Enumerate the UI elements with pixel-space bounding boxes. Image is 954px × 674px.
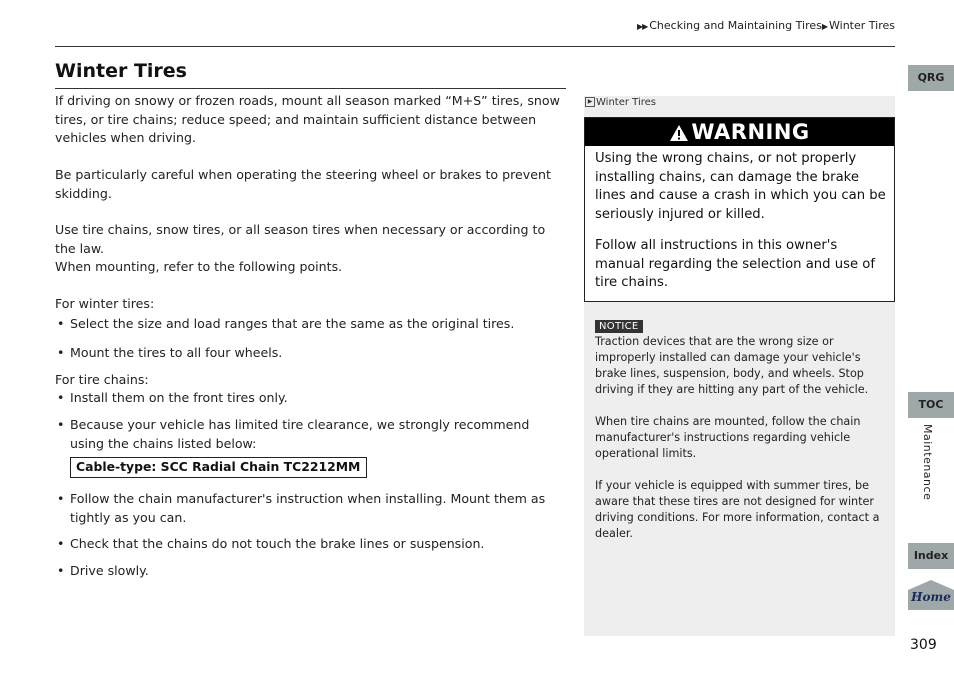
list-item: • Check that the chains do not touch the brake lines or suspension. xyxy=(55,535,567,554)
sidebar-reference-label: Winter Tires xyxy=(596,97,656,108)
list-item: • Follow the chain manufacturer's instruction when installing. Mount them as tightly as you can. xyxy=(55,490,567,527)
warning-text-1: Using the wrong chains, or not properly installing chains, can damage the brake lines and cause a crash in which you can be seriously injured or killed. xyxy=(595,151,886,222)
chapter-label: Maintenance xyxy=(921,424,934,501)
reference-icon: ▶ xyxy=(585,97,595,107)
breadcrumb-separator-icon: ▶ xyxy=(821,22,828,31)
qrg-tab[interactable]: QRG xyxy=(908,65,954,91)
notice-text-1: Traction devices that are the wrong size or improperly installed can damage your vehicle's brake lines, suspension, body, and wheels. Stop driving if they are hitting any part of the vehicle. xyxy=(595,335,869,396)
list-item: • Mount the tires to all four wheels. xyxy=(55,344,567,363)
breadcrumb-page-link[interactable]: Winter Tires xyxy=(829,19,895,32)
home-button[interactable] xyxy=(908,580,954,610)
index-tab[interactable]: Index xyxy=(908,543,954,569)
breadcrumb xyxy=(637,19,895,32)
notice-text-2: When tire chains are mounted, follow the chain manufacturer's instructions regarding vehicle operational limits. xyxy=(595,415,861,460)
notice-badge: NOTICE xyxy=(595,320,643,333)
page-number: 309 xyxy=(910,637,937,653)
warning-text-2: Follow all instructions in this owner's manual regarding the selection and use of tire chains. xyxy=(595,238,875,290)
list-item: • Because your vehicle has limited tire clearance, we strongly recommend using the chains listed below: xyxy=(55,416,567,453)
list-item: • Drive slowly. xyxy=(55,562,567,581)
intro-paragraph: If driving on snowy or frozen roads, mount all season marked “M+S” tires, snow tires, or tire chains; reduce speed; and maintain sufficient distance between vehicles when driving. xyxy=(55,93,560,145)
list-item: • Select the size and load ranges that are the same as the original tires. xyxy=(55,315,567,334)
tire-chains-heading: For tire chains: xyxy=(55,372,149,387)
law-paragraph: Use tire chains, snow tires, or all season tires when necessary or according to the law. xyxy=(55,222,546,256)
toc-tab[interactable]: TOC xyxy=(908,392,954,418)
title-divider xyxy=(55,88,566,89)
warning-box xyxy=(584,117,895,302)
warning-header xyxy=(585,118,894,146)
breadcrumb-arrows-icon: ▶▶ xyxy=(636,22,648,31)
mounting-paragraph: When mounting, refer to the following points. xyxy=(55,259,343,274)
home-icon xyxy=(908,580,954,610)
breadcrumb-section-link[interactable]: Checking and Maintaining Tires xyxy=(649,19,822,32)
notice-text-3: If your vehicle is equipped with summer tires, be aware that these tires are not designed for winter driving conditions. For more information, contact a dealer. xyxy=(595,479,880,540)
page-title: Winter Tires xyxy=(55,60,187,82)
sidebar-reference xyxy=(584,96,895,111)
header-divider xyxy=(55,46,895,47)
home-label: Home xyxy=(911,590,951,604)
warning-triangle-icon xyxy=(669,124,689,142)
skidding-paragraph: Be particularly careful when operating the steering wheel or brakes to prevent skidding. xyxy=(55,167,551,201)
chain-model-box: Cable-type: SCC Radial Chain TC2212MM xyxy=(70,457,367,478)
list-item: • Install them on the front tires only. xyxy=(55,389,567,408)
winter-tires-heading: For winter tires: xyxy=(55,296,155,311)
warning-label: WARNING xyxy=(691,120,810,144)
